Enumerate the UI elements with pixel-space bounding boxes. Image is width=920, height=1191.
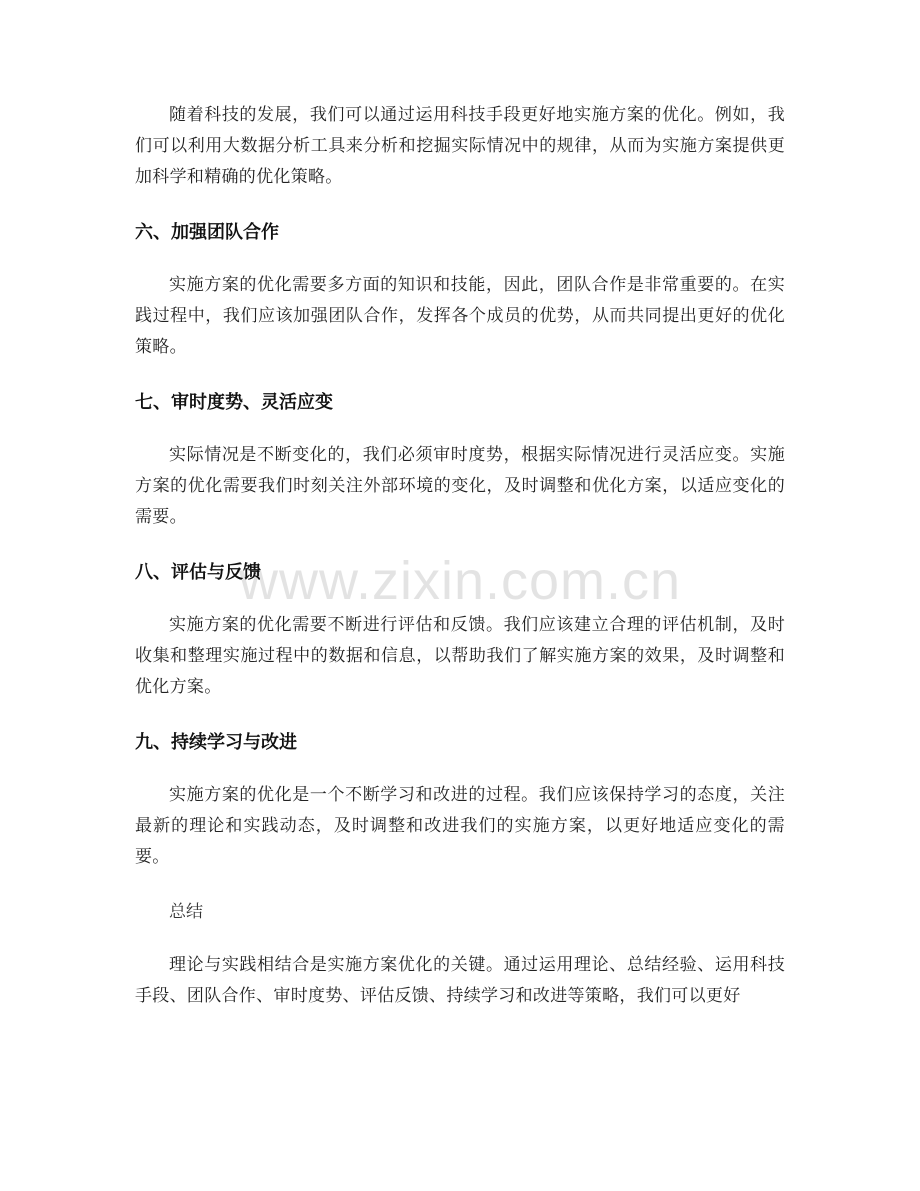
summary-label: 总结 xyxy=(169,902,203,922)
section-body: 实施方案的优化需要多方面的知识和技能，因此，团队合作是非常重要的。在实践过程中，我们应该加强团队合作，发挥各个成员的优势，从而共同提出更好的优化策略。 xyxy=(135,275,785,357)
section-heading: 七、审时度势、灵活应变 xyxy=(135,392,333,413)
section-6 xyxy=(135,217,785,363)
section-body: 实施方案的优化需要不断进行评估和反馈。我们应该建立合理的评估机制，及时收集和整理实施过程中的数据和信息，以帮助我们了解实施方案的效果，及时调整和优化方案。 xyxy=(135,615,785,697)
document-page xyxy=(135,100,785,1036)
section-heading: 六、加强团队合作 xyxy=(135,222,279,243)
section-body: 实施方案的优化是一个不断学习和改进的过程。我们应该保持学习的态度，关注最新的理论和实践动态，及时调整和改进我们的实施方案，以更好地适应变化的需要。 xyxy=(135,785,785,867)
intro-paragraph: 随着科技的发展，我们可以通过运用科技手段更好地实施方案的优化。例如，我们可以利用大数据分析工具来分析和挖掘实际情况中的规律，从而为实施方案提供更加科学和精确的优化策略。 xyxy=(135,105,785,187)
section-body: 实际情况是不断变化的，我们必须审时度势，根据实际情况进行灵活应变。实施方案的优化需要我们时刻关注外部环境的变化，及时调整和优化方案，以适应变化的需要。 xyxy=(135,445,785,527)
section-8 xyxy=(135,557,785,703)
section-heading: 八、评估与反馈 xyxy=(135,562,261,583)
watermark-text: www.zixin.com.cn xyxy=(238,551,682,611)
section-heading: 九、持续学习与改进 xyxy=(135,732,297,753)
section-9 xyxy=(135,727,785,873)
summary-paragraph: 理论与实践相结合是实施方案优化的关键。通过运用理论、总结经验、运用科技手段、团队合作、审时度势、评估反馈、持续学习和改进等策略，我们可以更好 xyxy=(135,955,785,1006)
section-7 xyxy=(135,387,785,533)
